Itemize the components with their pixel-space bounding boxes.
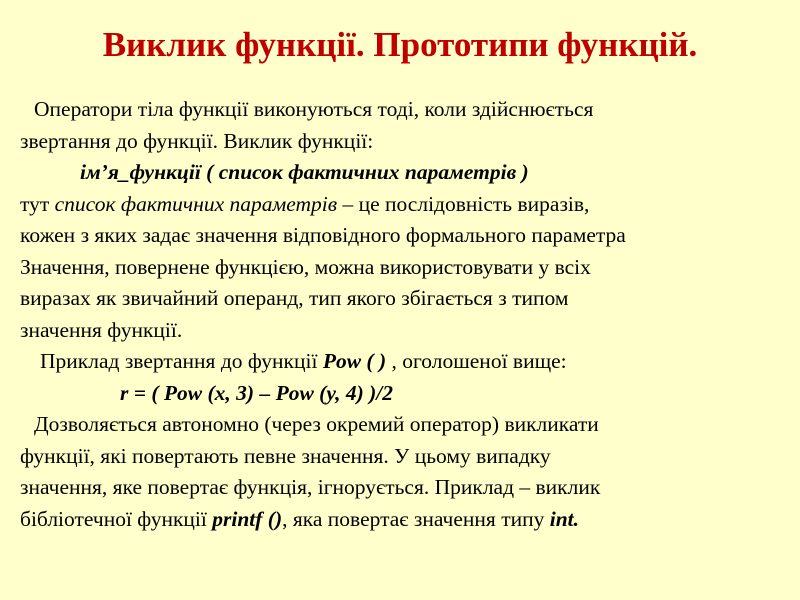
paragraph-line: Значення, повернене функцією, можна використовувати у всіх (20, 254, 591, 279)
paragraph-line (20, 504, 790, 536)
text-span: , оголошеної вище: (386, 349, 567, 373)
paragraph-line (20, 189, 790, 221)
slide-title: Виклик функції. Прототипи функцій. (102, 25, 698, 64)
function-name: printf () (212, 506, 283, 531)
example-code: r = ( Pow (x, 3) – Pow (y, 4) )/2 (120, 380, 393, 405)
paragraph-line: звертання до функції. Виклик функції: (20, 128, 374, 153)
function-name: Pow ( ) (322, 349, 387, 373)
paragraph-line: Оператори тіла функції виконуються тоді, коли здійснюється (34, 97, 594, 121)
paragraph-line: виразах як звичайний операнд, тип якого збігається з типом (20, 286, 569, 310)
paragraph-line: кожен з яких задає значення відповідного формального параметра (20, 223, 626, 247)
term-italic: список фактичних параметрів (54, 191, 338, 216)
text-span: бібліотечної функції (20, 506, 213, 531)
text-span: Приклад звертання до функції (40, 349, 323, 373)
call-syntax: ім’я_функції ( список фактичних параметрів ) (80, 160, 529, 184)
text-span: – це послідовність виразів, (337, 191, 590, 216)
paragraph-line: значення функції. (20, 317, 183, 342)
type-name: int. (549, 506, 580, 531)
slide-body (20, 94, 790, 535)
paragraph-line: функції, які повертають певне значення. У цьому випадку (20, 443, 551, 468)
text-span: , яка повертає значення типу (282, 506, 550, 531)
text-span: тут (20, 191, 55, 216)
paragraph-line: значення, яке повертає функція, ігнорується. Приклад – виклик (20, 475, 601, 499)
example-intro (20, 346, 790, 378)
paragraph-line: Дозволяється автономно (через окремий оператор) викликати (34, 412, 599, 436)
